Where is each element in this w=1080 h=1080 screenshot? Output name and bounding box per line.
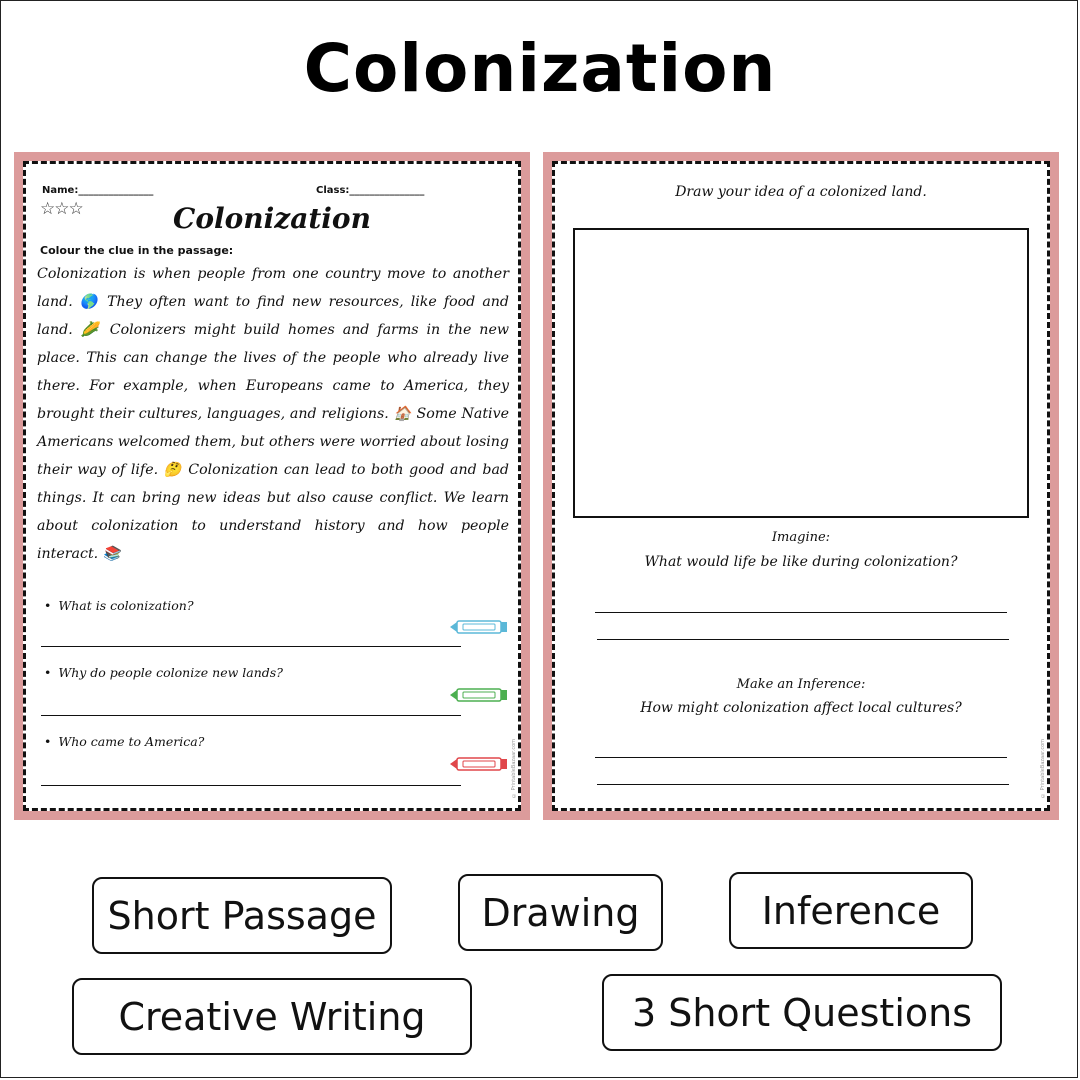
worksheet-title: Colonization <box>173 202 371 235</box>
answer-line-2[interactable] <box>41 715 461 716</box>
question-1: • What is colonization? <box>44 598 194 613</box>
reading-passage: Colonization is when people from one country move to another land. 🌎 They often want to find new resources, like food and land. 🌽 Colonizers might build homes and farms in the new place. This can change the lives of the people who already live there. For example, when Europeans came to America, they brought their cultures, languages, and religions. 🏠 Some Native Americans welcomed them, but others were worried about losing their way of life. 🤔 Colonization can lead to both good and bad things. It can bring new ideas but also cause conflict. We learn about colonization to understand history and how people interact. 📚 <box>37 266 509 562</box>
inference-answer-line-2[interactable] <box>597 784 1009 785</box>
tag-creative-writing: Creative Writing <box>72 978 472 1055</box>
rating-stars: ☆☆☆ <box>40 199 83 219</box>
tag-3-short-questions: 3 Short Questions <box>602 974 1002 1051</box>
clue-instruction: Colour the clue in the passage: <box>40 244 234 257</box>
draw-prompt: Draw your idea of a colonized land. <box>675 184 927 200</box>
copyright-footer: © PrintableBazaar.com <box>1040 739 1046 798</box>
worksheet-sheet-right <box>552 161 1050 811</box>
worksheet-sheet-left <box>23 161 521 811</box>
name-field-label: Name:_______________ <box>42 185 154 196</box>
imagine-label: Imagine: <box>771 530 831 545</box>
inference-label: Make an Inference: <box>736 677 866 692</box>
class-field-label: Class:_______________ <box>316 185 425 196</box>
worksheet-page-left <box>14 152 530 820</box>
drawing-area[interactable] <box>573 228 1029 518</box>
crayon-icon-blue <box>449 618 509 636</box>
tag-short-passage: Short Passage <box>92 877 392 954</box>
crayon-icon-green <box>449 686 509 704</box>
imagine-answer-line-2[interactable] <box>597 639 1009 640</box>
inference-question: How might colonization affect local cultures? <box>640 700 962 716</box>
copyright-footer: © PrintableBazaar.com <box>511 739 517 798</box>
inference-answer-line-1[interactable] <box>595 757 1007 758</box>
question-1-text: What is colonization? <box>58 598 194 613</box>
main-title: Colonization <box>303 30 777 107</box>
answer-line-3[interactable] <box>41 785 461 786</box>
question-3: • Who came to America? <box>44 734 205 749</box>
answer-line-1[interactable] <box>41 646 461 647</box>
tag-inference: Inference <box>729 872 973 949</box>
question-3-text: Who came to America? <box>58 734 205 749</box>
imagine-answer-line-1[interactable] <box>595 612 1007 613</box>
question-2: • Why do people colonize new lands? <box>44 665 283 680</box>
tag-drawing: Drawing <box>458 874 663 951</box>
imagine-question: What would life be like during colonization? <box>644 554 958 570</box>
worksheet-page-right <box>543 152 1059 820</box>
crayon-icon-red <box>449 755 509 773</box>
question-2-text: Why do people colonize new lands? <box>58 665 283 680</box>
